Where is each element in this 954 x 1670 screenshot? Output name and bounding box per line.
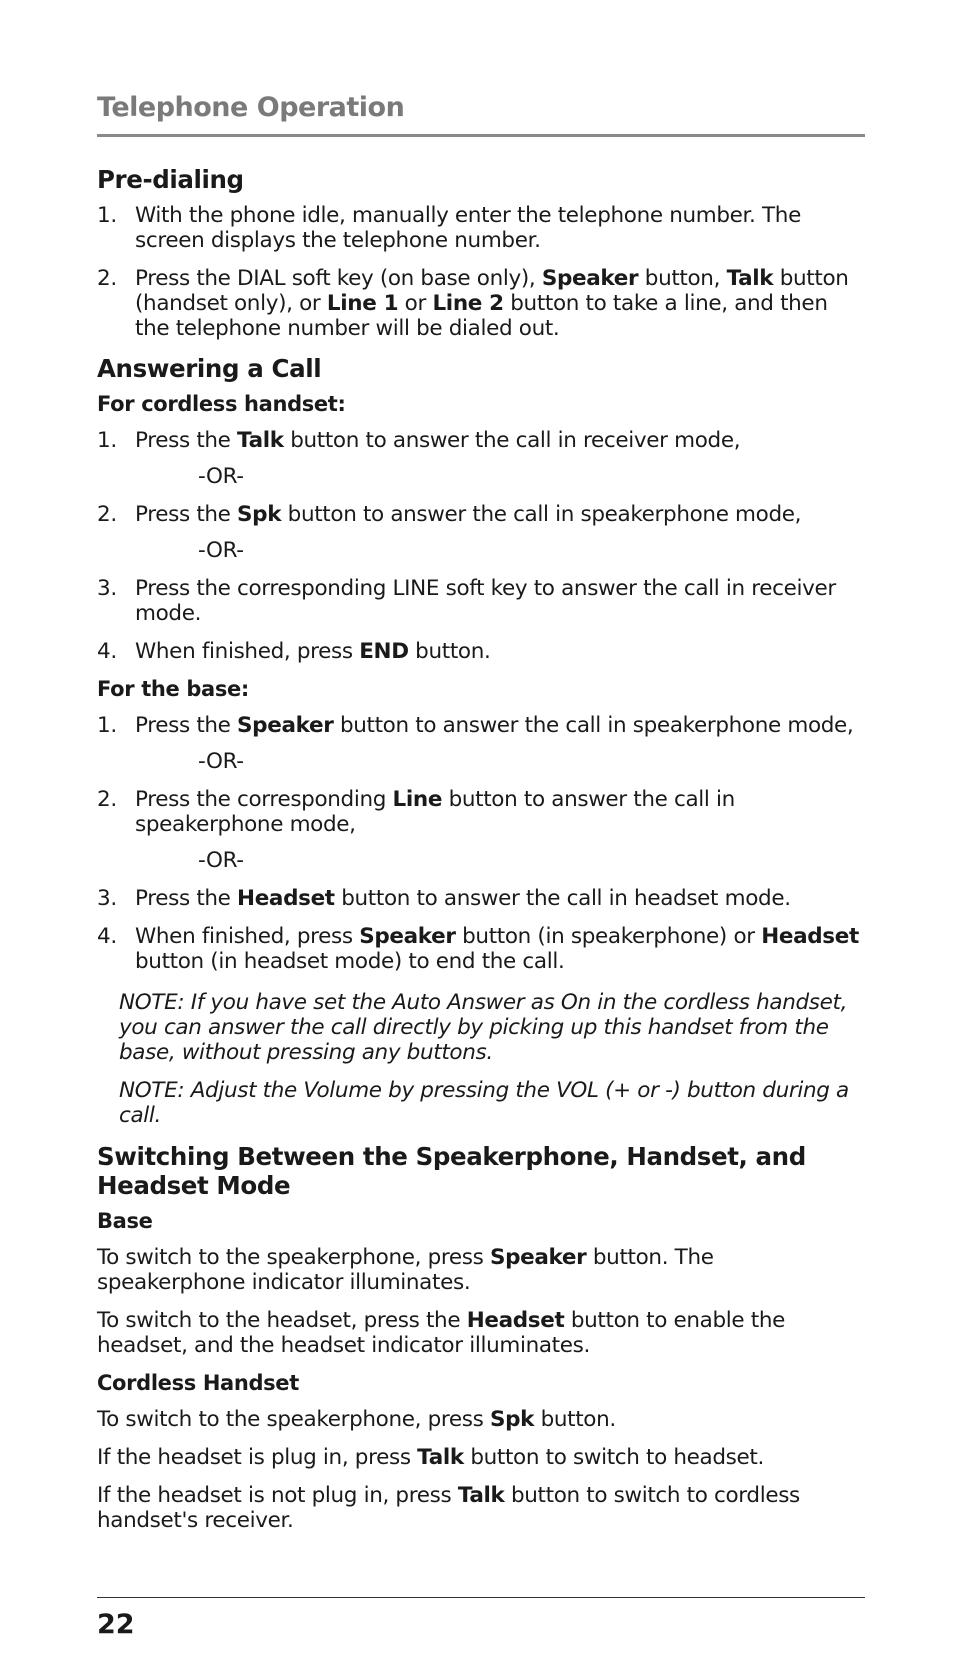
- text-run: Press the: [135, 502, 238, 527]
- text-run: button to enable the headset, and the headset indicator illuminates.: [97, 1308, 786, 1358]
- paragraph: [97, 1308, 865, 1358]
- list-item: [97, 886, 865, 911]
- text-run: To switch to the speakerphone, press: [97, 1245, 490, 1270]
- text-run: button. The speakerphone indicator illuminates.: [97, 1245, 714, 1295]
- step-text: [135, 266, 865, 341]
- step-text: [135, 428, 865, 453]
- predialing-steps: [97, 203, 865, 341]
- list-item: [97, 924, 865, 974]
- text-run: Press the corresponding: [135, 787, 393, 812]
- step-number: 4.: [97, 639, 117, 664]
- step-text: [135, 203, 865, 253]
- base-subheading: For the base:: [97, 677, 249, 701]
- text-run: When finished, press: [135, 924, 360, 949]
- text-run: Press the: [135, 886, 238, 911]
- text-run: button.: [534, 1407, 616, 1432]
- switch-base-subheading: Base: [97, 1209, 153, 1233]
- list-item: [97, 639, 865, 664]
- text-run: button,: [638, 266, 727, 291]
- step-text: [135, 787, 865, 837]
- handset-steps: [97, 428, 865, 664]
- text-run: To switch to the headset, press the: [97, 1308, 467, 1333]
- header-rule: [97, 134, 865, 137]
- bold-term: Headset: [466, 1308, 565, 1333]
- text-run: When finished, press: [135, 639, 360, 664]
- list-item: [97, 266, 865, 341]
- page-number: 22: [97, 1609, 135, 1640]
- text-run: If the headset is plug in, press: [97, 1445, 418, 1470]
- switching-heading: Switching Between the Speakerphone, Handset, and Headset Mode: [97, 1142, 806, 1200]
- page-content: [97, 165, 865, 1546]
- paragraph: [97, 1245, 865, 1295]
- or-separator: -OR-: [198, 538, 244, 563]
- text-run: button (handset only), or: [135, 266, 849, 316]
- section-title: Telephone Operation: [97, 92, 405, 123]
- or-separator: -OR-: [198, 464, 244, 489]
- text-run: button to answer the call in speakerphone mode,: [333, 713, 854, 738]
- bold-term: Speaker: [541, 266, 639, 291]
- list-item: [97, 787, 865, 837]
- answering-heading: Answering a Call: [97, 354, 322, 383]
- bold-term: Speaker: [237, 713, 334, 738]
- bold-term: END: [359, 639, 409, 664]
- step-number: 1.: [97, 713, 117, 738]
- text-run: With the phone idle, manually enter the telephone number. The screen displays the telephone number.: [135, 203, 801, 253]
- bold-term: Speaker: [359, 924, 456, 949]
- or-separator: -OR-: [198, 749, 244, 774]
- text-run: button to answer the call in speakerphone mode,: [281, 502, 802, 527]
- step-text: [135, 713, 865, 738]
- list-item: [97, 203, 865, 253]
- list-item: [97, 502, 865, 527]
- list-item: [97, 713, 865, 738]
- bold-term: Talk: [726, 266, 774, 291]
- bold-term: Spk: [489, 1407, 535, 1432]
- text-run: button (in headset mode) to end the call.: [135, 949, 565, 974]
- step-number: 3.: [97, 886, 117, 911]
- text-run: button to answer the call in speakerphone mode,: [135, 787, 735, 837]
- switch-handset-subheading: Cordless Handset: [97, 1371, 299, 1395]
- paragraph: [97, 1483, 865, 1533]
- text-run: Press the corresponding LINE soft key to answer the call in receiver mode.: [135, 576, 836, 626]
- text-run: If the headset is not plug in, press: [97, 1483, 458, 1508]
- step-text: [135, 576, 865, 626]
- paragraph: [97, 1407, 865, 1432]
- step-text: [135, 886, 865, 911]
- predialing-heading: Pre-dialing: [97, 165, 244, 194]
- text-run: button to take a line, and then the telephone number will be dialed out.: [135, 291, 828, 341]
- step-number: 4.: [97, 924, 117, 949]
- step-number: 2.: [97, 787, 117, 812]
- text-run: button (in speakerphone) or: [455, 924, 762, 949]
- paragraph: [97, 1445, 865, 1470]
- base-steps: [97, 713, 865, 974]
- bold-term: Talk: [457, 1483, 505, 1508]
- bold-term: Line 2: [432, 291, 504, 316]
- bold-term: Headset: [237, 886, 335, 911]
- switch-handset-paragraphs: [97, 1407, 865, 1533]
- bold-term: Headset: [761, 924, 859, 949]
- step-text: [135, 924, 865, 974]
- bold-term: Line 1: [326, 291, 399, 316]
- bold-term: Speaker: [489, 1245, 587, 1270]
- bold-term: Line: [392, 787, 443, 812]
- footer-rule: [97, 1597, 865, 1598]
- step-number: 2.: [97, 502, 117, 527]
- handset-subheading: For cordless handset:: [97, 392, 346, 416]
- text-run: button.: [408, 639, 491, 664]
- text-run: Press the: [135, 428, 238, 453]
- step-number: 1.: [97, 203, 117, 228]
- bold-term: Talk: [417, 1445, 464, 1470]
- text-run: or: [398, 291, 433, 316]
- text-run: button to answer the call in headset mode.: [334, 886, 791, 911]
- list-item: [97, 576, 865, 626]
- note-auto-answer: NOTE: If you have set the Auto Answer as On in the cordless handset, you can answer the call directly by picking up this handset from the base, without pressing any buttons.: [119, 990, 848, 1065]
- step-number: 3.: [97, 576, 117, 601]
- text-run: To switch to the speakerphone, press: [97, 1407, 490, 1432]
- text-run: button to switch to headset.: [463, 1445, 764, 1470]
- list-item: [97, 428, 865, 453]
- bold-term: Spk: [237, 502, 282, 527]
- text-run: Press the DIAL soft key (on base only),: [135, 266, 542, 291]
- text-run: button to switch to cordless handset's receiver.: [97, 1483, 800, 1533]
- step-number: 1.: [97, 428, 117, 453]
- text-run: Press the: [135, 713, 238, 738]
- step-text: [135, 639, 865, 664]
- note-volume: NOTE: Adjust the Volume by pressing the VOL (+ or -) button during a call.: [119, 1078, 849, 1128]
- bold-term: Talk: [237, 428, 284, 453]
- or-separator: -OR-: [198, 848, 244, 873]
- step-number: 2.: [97, 266, 117, 291]
- text-run: button to answer the call in receiver mode,: [283, 428, 741, 453]
- switch-base-paragraphs: [97, 1245, 865, 1358]
- step-text: [135, 502, 865, 527]
